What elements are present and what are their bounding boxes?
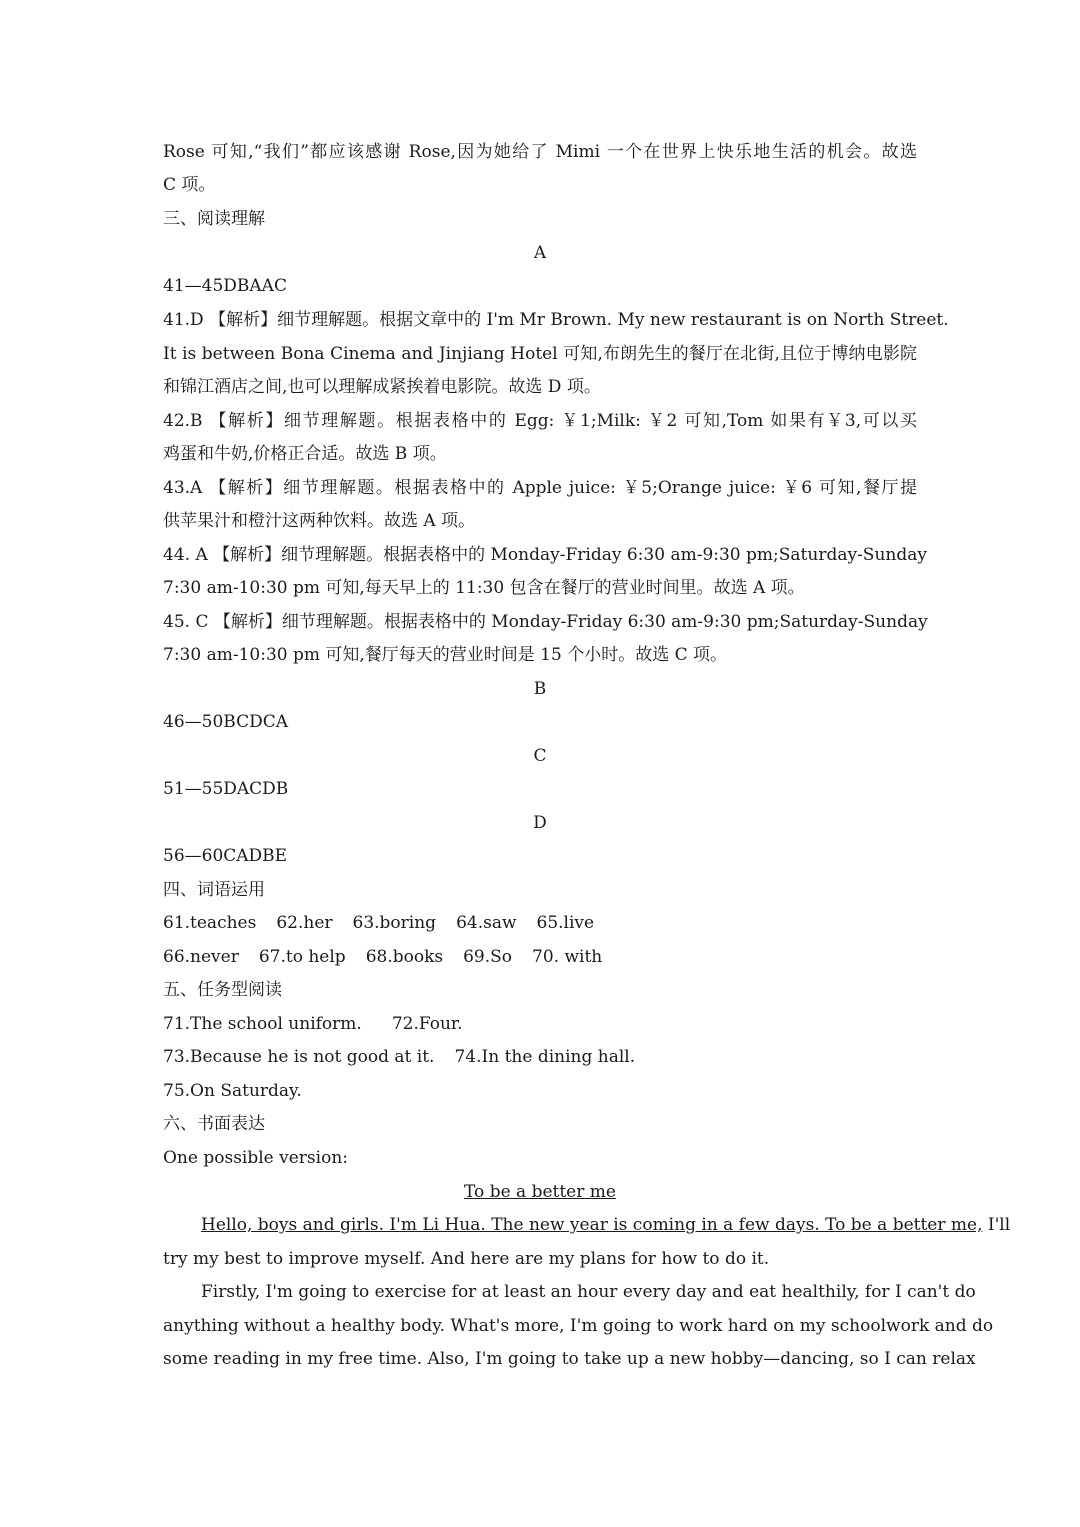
part-label: B — [533, 679, 547, 699]
answer-row — [163, 946, 917, 968]
text-line: C 项。 — [163, 175, 216, 195]
explanation-line: 和锦江酒店之间,也可以理解成紧挨着电影院。故选 D 项。 — [163, 377, 601, 397]
answer: 61.teaches — [163, 913, 257, 933]
answer-row — [163, 1046, 917, 1068]
answer: 62.her — [276, 913, 333, 933]
explanation-line: 41.D 【解析】细节理解题。根据文章中的 I'm Mr Brown. My new restaurant is on North Street. — [163, 310, 949, 330]
underlined-text: Hello, boys and girls. I'm Li Hua. The new year is coming in a few days. To be a better me, — [201, 1215, 983, 1235]
answer: 70. with — [532, 947, 603, 967]
answer: 67.to help — [258, 947, 346, 967]
explanation-line: 43.A 【解析】细节理解题。根据表格中的 Apple juice: ￥5;Orange juice: ￥6 可知,餐厅提 — [163, 478, 917, 498]
section-heading: 四、词语运用 — [163, 880, 265, 900]
answer: 65.live — [536, 913, 595, 933]
answer: 63.boring — [352, 913, 437, 933]
explanation-line: 42.B 【解析】细节理解题。根据表格中的 Egg: ￥1;Milk: ￥2 可知,Tom 如果有￥3,可以买 — [163, 411, 917, 431]
answer-key: 41—45DBAAC — [163, 276, 287, 296]
section-heading: 三、阅读理解 — [163, 209, 265, 229]
essay-line: some reading in my free time. Also, I'm going to take up a new hobby—dancing, so I can relax — [163, 1349, 976, 1369]
essay-title-text: To be a better me — [464, 1182, 616, 1202]
essay-title — [163, 1181, 917, 1203]
explanation-line: 7:30 am-10:30 pm 可知,每天早上的 11:30 包含在餐厅的营业时间里。故选 A 项。 — [163, 578, 805, 598]
answer-key: 46—50BCDCA — [163, 712, 288, 732]
explanation-line: 供苹果汁和橙汁这两种饮料。故选 A 项。 — [163, 511, 476, 531]
explanation-line: 鸡蛋和牛奶,价格正合适。故选 B 项。 — [163, 444, 447, 464]
part-label: A — [533, 243, 547, 263]
answer: 72.Four. — [391, 1014, 463, 1034]
section-heading: 五、任务型阅读 — [163, 980, 282, 1000]
answer: 64.saw — [456, 913, 517, 933]
essay-line: Firstly, I'm going to exercise for at least an hour every day and eat healthily, for I can't do — [201, 1282, 976, 1302]
answer: 71.The school uniform. — [163, 1014, 362, 1034]
essay-line: try my best to improve myself. And here are my plans for how to do it. — [163, 1249, 770, 1269]
essay-text: I'll — [982, 1215, 1011, 1235]
answer-key: 56—60CADBE — [163, 846, 288, 866]
answer-key: 51—55DACDB — [163, 779, 289, 799]
explanation-line: 44. A 【解析】细节理解题。根据表格中的 Monday-Friday 6:30 am-9:30 pm;Saturday-Sunday — [163, 545, 927, 565]
answer: 74.In the dining hall. — [454, 1047, 636, 1067]
essay-line — [201, 1214, 1011, 1236]
section-heading: 六、书面表达 — [163, 1114, 265, 1134]
version-label: One possible version: — [163, 1148, 348, 1168]
explanation-line: 45. C 【解析】细节理解题。根据表格中的 Monday-Friday 6:30 am-9:30 pm;Saturday-Sunday — [163, 612, 928, 632]
answer: 75.On Saturday. — [163, 1081, 302, 1101]
answer: 66.never — [163, 947, 239, 967]
part-label: D — [533, 813, 547, 833]
answer: 73.Because he is not good at it. — [163, 1047, 435, 1067]
part-label: C — [533, 746, 547, 766]
essay-line: anything without a healthy body. What's more, I'm going to work hard on my schoolwork and do — [163, 1316, 994, 1336]
explanation-line: 7:30 am-10:30 pm 可知,餐厅每天的营业时间是 15 个小时。故选 C 项。 — [163, 645, 728, 665]
explanation-line: It is between Bona Cinema and Jinjiang Hotel 可知,布朗先生的餐厅在北街,且位于博纳电影院 — [163, 344, 917, 364]
text-line: Rose 可知,“我们”都应该感谢 Rose,因为她给了 Mimi 一个在世界上快乐地生活的机会。故选 — [163, 142, 917, 162]
answer: 69.So — [463, 947, 513, 967]
answer-row — [163, 1013, 917, 1035]
answer-row — [163, 912, 917, 934]
answer: 68.books — [365, 947, 444, 967]
